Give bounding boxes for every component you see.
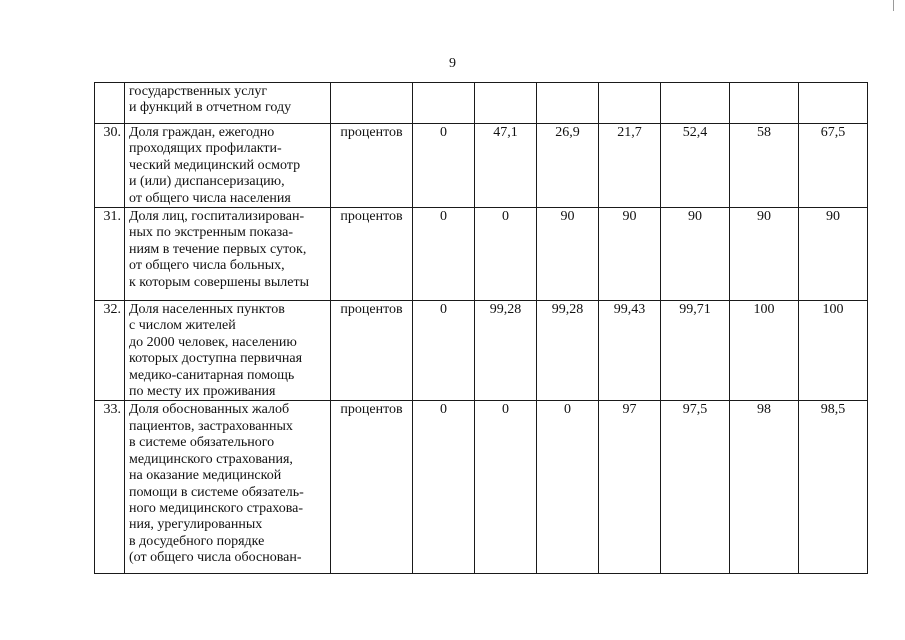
- value-cell: [661, 83, 730, 124]
- value-cell: 90: [730, 208, 799, 301]
- indicator-name-line: Доля граждан, ежегодно: [129, 125, 275, 140]
- indicator-name-line: медицинского страхования,: [129, 451, 293, 467]
- value-cell: [537, 83, 599, 124]
- value-cell: 99,28: [537, 301, 599, 401]
- value-cell: 0: [537, 401, 599, 574]
- value-cell: [413, 83, 475, 124]
- value-cell: 100: [730, 301, 799, 401]
- value-cell: 97,5: [661, 401, 730, 574]
- indicator-name-line: и функций в отчетном году: [129, 100, 292, 116]
- indicators-table: [94, 82, 868, 574]
- unit-cell: процентов: [331, 401, 413, 574]
- value-cell: 26,9: [537, 124, 599, 208]
- indicator-name-line: ческий медицинский осмотр: [129, 157, 301, 173]
- indicator-name-line: в системе обязательного: [129, 435, 275, 451]
- indicator-name-line: ниям в течение первых суток,: [129, 241, 307, 257]
- table-row: [95, 208, 868, 301]
- row-number: 32.: [95, 301, 125, 401]
- indicator-name-line: по месту их проживания: [129, 384, 276, 400]
- unit-cell: [331, 83, 413, 124]
- indicator-name-line: от общего числа больных,: [129, 258, 285, 274]
- indicator-name-line: от общего числа населения: [129, 190, 291, 206]
- value-cell: 98: [730, 401, 799, 574]
- value-cell: 21,7: [599, 124, 661, 208]
- value-cell: 90: [661, 208, 730, 301]
- unit-cell: процентов: [331, 208, 413, 301]
- indicator-name-line: медико-санитарная помощь: [129, 367, 295, 383]
- value-cell: 0: [475, 208, 537, 301]
- value-cell: 58: [730, 124, 799, 208]
- value-cell: 0: [413, 124, 475, 208]
- row-number: [95, 83, 125, 124]
- value-cell: 0: [413, 401, 475, 574]
- value-cell: 0: [475, 401, 537, 574]
- indicator-name-line: ных по экстренным показа-: [129, 225, 294, 241]
- indicator-name-line: и (или) диспансеризацию,: [129, 174, 285, 190]
- table-row: [95, 401, 868, 574]
- indicator-name-line: государственных услуг: [129, 84, 268, 99]
- page-number: 9: [449, 56, 456, 71]
- value-cell: [730, 83, 799, 124]
- indicator-name: [125, 401, 331, 574]
- value-cell: [599, 83, 661, 124]
- indicator-name-line: ния, урегулированных: [129, 517, 263, 533]
- table-row: [95, 124, 868, 208]
- indicator-name-line: ного медицинского страхова-: [129, 500, 304, 516]
- value-cell: 47,1: [475, 124, 537, 208]
- value-cell: 99,71: [661, 301, 730, 401]
- indicator-name-line: в досудебного порядке: [129, 533, 265, 549]
- indicator-name-line: которых доступна первичная: [129, 351, 303, 367]
- table-row: [95, 301, 868, 401]
- indicator-name-line: к которым совершены вылеты: [129, 274, 309, 290]
- value-cell: 97: [599, 401, 661, 574]
- indicator-name-line: Доля населенных пунктов: [129, 302, 285, 318]
- value-cell: [799, 83, 868, 124]
- unit-cell: процентов: [331, 124, 413, 208]
- indicator-name: [125, 208, 331, 301]
- value-cell: 0: [413, 208, 475, 301]
- indicator-name-line: с числом жителей: [129, 318, 236, 334]
- value-cell: 67,5: [799, 124, 868, 208]
- row-number: 33.: [95, 401, 125, 574]
- value-cell: 90: [799, 208, 868, 301]
- row-number: 31.: [95, 208, 125, 301]
- value-cell: 0: [413, 301, 475, 401]
- indicator-name: [125, 124, 331, 208]
- value-cell: 90: [537, 208, 599, 301]
- indicator-name: [125, 301, 331, 401]
- row-number: 30.: [95, 124, 125, 208]
- indicator-name-line: пациентов, застрахованных: [129, 418, 293, 434]
- table-row: [95, 83, 868, 124]
- value-cell: [475, 83, 537, 124]
- indicator-name-line: Доля обоснованных жалоб: [129, 402, 290, 418]
- indicator-name-line: (от общего числа обоснован-: [129, 550, 302, 566]
- unit-cell: процентов: [331, 301, 413, 401]
- indicator-name-line: на оказание медицинской: [129, 468, 282, 484]
- indicator-name: [125, 83, 331, 124]
- scan-mark: [893, 0, 894, 11]
- indicator-name-line: Доля лиц, госпитализирован-: [129, 209, 305, 225]
- value-cell: 52,4: [661, 124, 730, 208]
- indicator-name-line: помощи в системе обязатель-: [129, 484, 304, 500]
- value-cell: 99,43: [599, 301, 661, 401]
- indicator-name-line: проходящих профилакти-: [129, 141, 282, 157]
- value-cell: 98,5: [799, 401, 868, 574]
- value-cell: 100: [799, 301, 868, 401]
- value-cell: 90: [599, 208, 661, 301]
- indicator-name-line: до 2000 человек, населению: [129, 334, 297, 350]
- value-cell: 99,28: [475, 301, 537, 401]
